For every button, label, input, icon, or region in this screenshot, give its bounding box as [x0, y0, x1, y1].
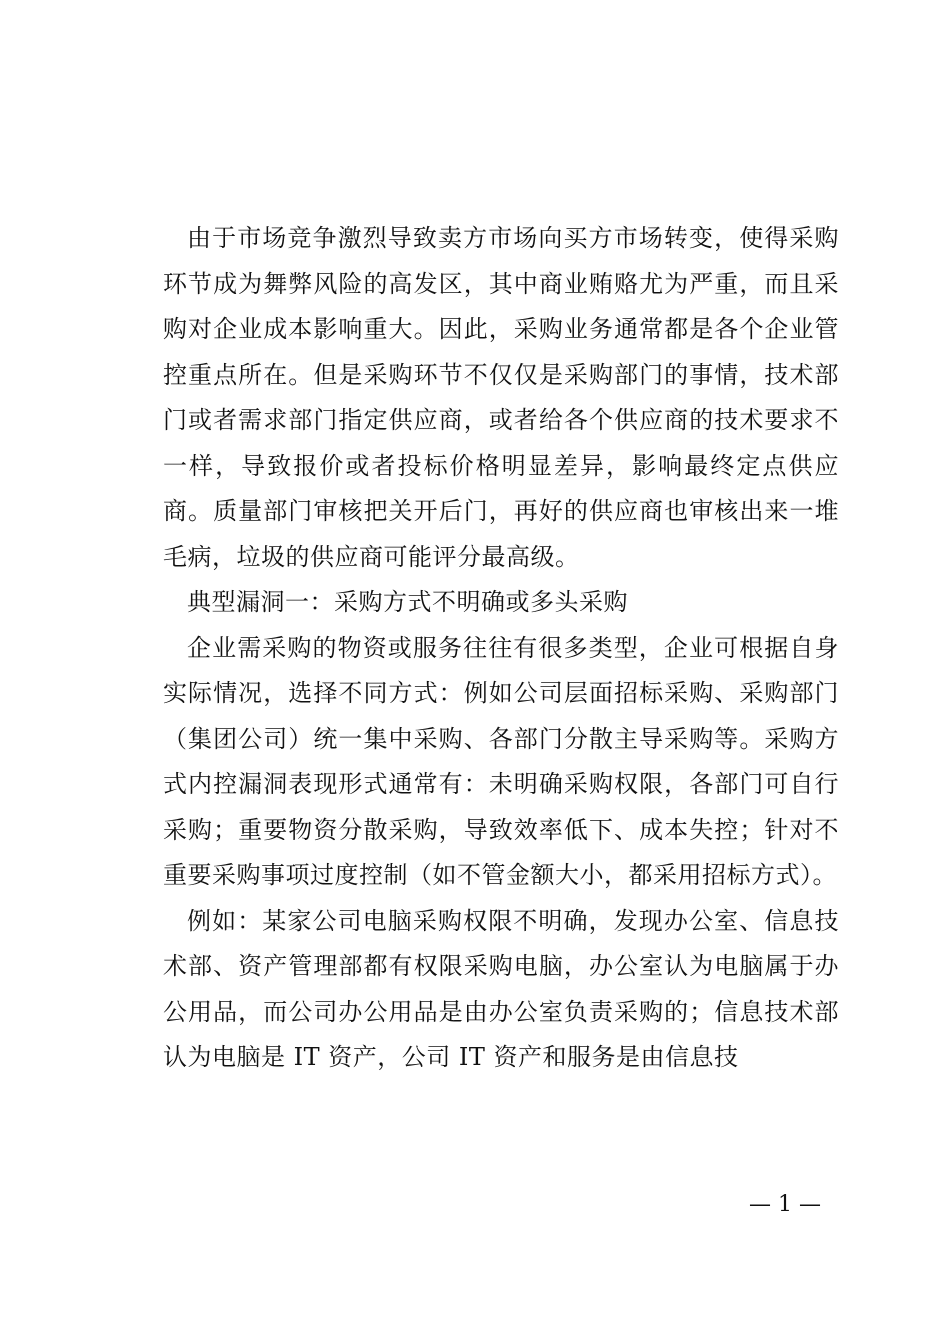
document-body [163, 216, 839, 1081]
section-heading-loophole-one: 典型漏洞一：采购方式不明确或多头采购 [187, 588, 628, 616]
page-number: — 1 — [749, 1192, 821, 1217]
paragraph-procurement-risk: 由于市场竞争激烈导致卖方市场向买方市场转变，使得采购环节成为舞弊风险的高发区，其中商业贿赂尤为严重，而且采购对企业成本影响重大。因此，采购业务通常都是各个企业管控重点所在。但是采购环节不仅仅是采购部门的事情，技术部门或者需求部门指定供应商，或者给各个供应商的技术要求不一样，导致报价或者投标价格明显差异，影响最终定点供应商。质量部门审核把关开后门，再好的供应商也审核出来一堆毛病，垃圾的供应商可能评分最高级。 [163, 224, 839, 571]
paragraph-procurement-methods: 企业需采购的物资或服务往往有很多类型，企业可根据自身实际情况，选择不同方式：例如公司层面招标采购、采购部门（集团公司）统一集中采购、各部门分散主导采购等。采购方式内控漏洞表现形式通常有：未明确采购权限，各部门可自行采购；重要物资分散采购，导致效率低下、成本失控；针对不重要采购事项过度控制（如不管金额大小，都采用招标方式）。 [163, 633, 839, 889]
paragraph-example: 例如：某家公司电脑采购权限不明确，发现办公室、信息技术部、资产管理部都有权限采购电脑，办公室认为电脑属于办公用品，而公司办公用品是由办公室负责采购的；信息技术部认为电脑是 IT 资产，公司 IT 资产和服务是由信息技 [163, 906, 839, 1071]
